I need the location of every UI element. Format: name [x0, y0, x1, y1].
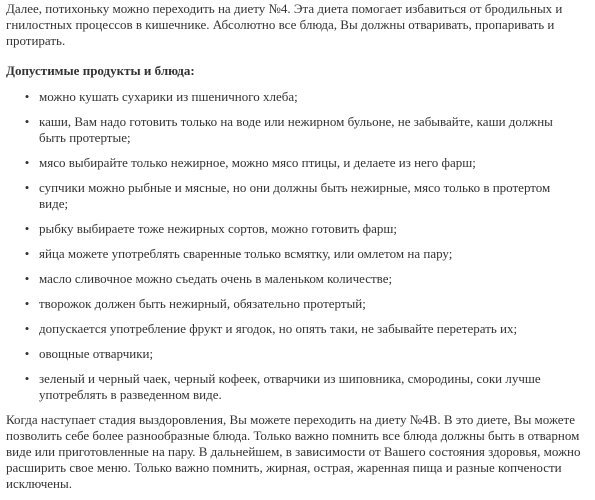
list-item	[6, 89, 581, 105]
bullet-icon	[22, 321, 32, 337]
list-item	[6, 114, 581, 146]
bullet-icon	[22, 180, 32, 196]
list-item	[6, 180, 581, 212]
list-item-text: овощные отварчики;	[39, 346, 154, 361]
list-item	[6, 296, 581, 312]
bullet-icon	[22, 221, 32, 237]
intro-paragraph: Далее, потихоньку можно переходить на диету №4. Эта диета помогает избавиться от бродильных и гнилостных процессов в кишечнике. Абсолютно все блюда, Вы должны отваривать, пропаривать и протирать.	[6, 1, 563, 48]
bullet-icon	[22, 271, 32, 287]
list-item-text: можно кушать сухарики из пшеничного хлеба;	[39, 89, 298, 104]
list-item	[6, 221, 581, 237]
list-item	[6, 346, 581, 362]
list-item-text: яйца можете употреблять сваренные только всмятку, или омлетом на пару;	[39, 246, 453, 261]
bullet-icon	[22, 114, 32, 130]
bullet-icon	[22, 371, 32, 387]
list-item-text: творожок должен быть нежирный, обязательно протертый;	[39, 296, 366, 311]
list-item	[6, 371, 581, 403]
list-item	[6, 155, 581, 171]
list-item-text: супчики можно рыбные и мясные, но они должны быть нежирные, мясо только в протертом виде;	[39, 180, 551, 211]
bullet-icon	[22, 346, 32, 362]
list-item	[6, 246, 581, 262]
bullet-icon	[22, 89, 32, 105]
list-item	[6, 321, 581, 337]
list-item-text: масло сливочное можно съедать очень в маленьком количестве;	[39, 271, 393, 286]
list-item-text: зеленый и черный чаек, черный кофеек, отварчики из шиповника, смородины, соки лучше употреблять в разведенном виде.	[39, 371, 541, 402]
list-item-text: рыбку выбираете тоже нежирных сортов, можно готовить фарш;	[39, 221, 397, 236]
allowed-foods-heading: Допустимые продукты и блюда:	[6, 63, 195, 78]
list-item-text: мясо выбирайте только нежирное, можно мясо птицы, и делаете из него фарш;	[39, 155, 476, 170]
bullet-icon	[22, 246, 32, 262]
list-item	[6, 271, 581, 287]
bullet-icon	[22, 155, 32, 171]
list-item-text: каши, Вам надо готовить только на воде или нежирном бульоне, не забывайте, каши должны быть протертые;	[39, 114, 553, 145]
outro-paragraph: Когда наступает стадия выздоровления, Вы можете переходить на диету №4В. В это диете, Вы можете позволить себе более разнообразные блюда. Только важно помнить все блюда должны быть в отварном виде или приготовленные на пару. В дальнейшем, в зависимости от Вашего состояния здоровья, можно расширить свое меню. Только важно помнить, жирная, острая, жаренная пища и разные копчености исключены.	[6, 412, 581, 491]
bullet-icon	[22, 296, 32, 312]
article	[0, 1, 591, 492]
allowed-foods-list	[6, 89, 581, 403]
list-item-text: допускается употребление фрукт и ягодок, но опять таки, не забывайте перетерать их;	[39, 321, 518, 336]
